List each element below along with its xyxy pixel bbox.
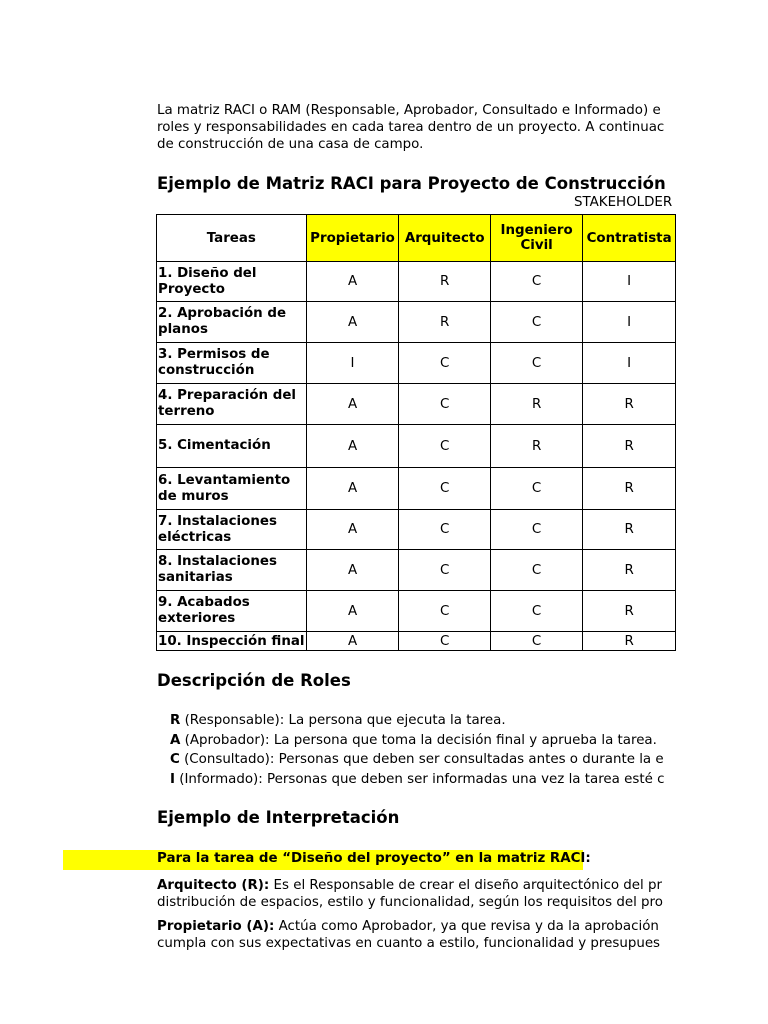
raci-cell: I	[583, 343, 676, 384]
raci-cell: R	[583, 468, 676, 510]
raci-cell: C	[399, 550, 491, 591]
paragraph-lead: Propietario (A):	[157, 919, 275, 934]
paragraph-lead: Arquitecto (R):	[157, 878, 270, 893]
raci-cell: I	[306, 343, 399, 384]
column-header-arquitecto: Arquitecto	[399, 215, 491, 262]
raci-cell: A	[306, 550, 399, 591]
table-row	[157, 591, 676, 632]
raci-cell: R	[583, 510, 676, 550]
roles-list	[170, 711, 664, 789]
raci-cell: A	[306, 591, 399, 632]
paragraph-text: Es el Responsable de crear el diseño arquitectónico del pr	[269, 878, 663, 893]
column-header-ingeniero-civil: Ingeniero Civil	[490, 215, 582, 262]
role-text: (Consultado): Personas que deben ser consultadas antes o durante la e	[179, 752, 664, 767]
task-cell: 9. Acabados exteriores	[157, 591, 307, 632]
raci-cell: C	[399, 384, 491, 425]
raci-cell: C	[490, 343, 582, 384]
interpretation-paragraph	[157, 877, 663, 911]
role-text: (Responsable): La persona que ejecuta la tarea.	[180, 713, 506, 728]
task-cell: 1. Diseño del Proyecto	[157, 262, 307, 302]
roles-heading: Descripción de Roles	[157, 671, 351, 690]
role-letter: A	[170, 732, 181, 748]
raci-cell: A	[306, 510, 399, 550]
task-cell: 4. Preparación del terreno	[157, 384, 307, 425]
task-cell: 6. Levantamiento de muros	[157, 468, 307, 510]
raci-cell: C	[399, 468, 491, 510]
raci-cell: R	[399, 262, 491, 302]
role-item	[170, 770, 664, 790]
role-item	[170, 750, 664, 770]
raci-cell: C	[490, 550, 582, 591]
raci-cell: C	[490, 302, 582, 343]
paragraph-text: Actúa como Aprobador, ya que revisa y da la aprobación	[274, 919, 659, 934]
raci-cell: A	[306, 425, 399, 468]
column-header-contratista: Contratista	[583, 215, 676, 262]
task-cell: 3. Permisos de construcción	[157, 343, 307, 384]
task-column-header: Tareas	[157, 215, 307, 262]
table-row	[157, 384, 676, 425]
raci-table	[156, 214, 676, 651]
paragraph-line	[157, 877, 663, 894]
raci-cell: R	[583, 384, 676, 425]
intro-line: roles y responsabilidades en cada tarea dentro de un proyecto. A continuac	[157, 120, 665, 135]
task-cell: 2. Aprobación de planos	[157, 302, 307, 343]
interpretation-heading: Ejemplo de Interpretación	[157, 808, 400, 827]
raci-cell: A	[306, 302, 399, 343]
table-row	[157, 262, 676, 302]
paragraph-line: distribución de espacios, estilo y funcionalidad, según los requisitos del pro	[157, 895, 663, 910]
page-title: Ejemplo de Matriz RACI para Proyecto de Construcción	[157, 174, 666, 193]
table-row	[157, 468, 676, 510]
role-letter: C	[170, 752, 180, 767]
raci-cell: C	[399, 343, 491, 384]
raci-cell: C	[399, 510, 491, 550]
table-row	[157, 632, 676, 651]
intro-line: La matriz RACI o RAM (Responsable, Aprobador, Consultado e Informado) e	[157, 103, 661, 118]
role-item	[170, 731, 664, 751]
role-letter: R	[170, 713, 181, 728]
highlighted-line: Para la tarea de “Diseño del proyecto” en la matriz RACI:	[157, 851, 591, 866]
paragraph-line	[157, 918, 660, 935]
table-row	[157, 550, 676, 591]
task-cell: 5. Cimentación	[157, 425, 307, 468]
raci-cell: R	[583, 425, 676, 468]
intro-line: de construcción de una casa de campo.	[157, 137, 424, 152]
column-header-propietario: Propietario	[306, 215, 399, 262]
role-item	[170, 711, 664, 731]
raci-cell: C	[490, 262, 582, 302]
raci-cell: R	[583, 591, 676, 632]
raci-cell: I	[583, 262, 676, 302]
raci-cell: C	[399, 632, 491, 651]
table-row	[157, 425, 676, 468]
raci-cell: A	[306, 384, 399, 425]
table-header-row	[157, 215, 676, 262]
intro-paragraph	[157, 102, 676, 153]
table-row	[157, 302, 676, 343]
table-row	[157, 343, 676, 384]
role-text: (Aprobador): La persona que toma la decisión final y aprueba la tarea.	[180, 732, 657, 748]
role-letter: I	[170, 771, 175, 787]
raci-cell: C	[490, 510, 582, 550]
raci-cell: R	[583, 632, 676, 651]
task-cell: 8. Instalaciones sanitarias	[157, 550, 307, 591]
raci-cell: R	[490, 425, 582, 468]
interpretation-paragraph	[157, 918, 660, 952]
raci-cell: A	[306, 262, 399, 302]
raci-cell: C	[399, 425, 491, 468]
stakeholders-label: STAKEHOLDER	[574, 195, 673, 210]
raci-cell: I	[583, 302, 676, 343]
raci-cell: A	[306, 468, 399, 510]
raci-cell: C	[490, 591, 582, 632]
paragraph-line: cumpla con sus expectativas en cuanto a estilo, funcionalidad y presupues	[157, 936, 661, 951]
raci-cell: R	[583, 550, 676, 591]
raci-cell: R	[490, 384, 582, 425]
raci-cell: C	[399, 591, 491, 632]
task-cell: 7. Instalaciones eléctricas	[157, 510, 307, 550]
role-text: (Informado): Personas que deben ser informadas una vez la tarea esté c	[174, 771, 665, 787]
task-cell: 10. Inspección final	[158, 633, 305, 649]
raci-cell: A	[306, 632, 399, 651]
raci-cell: R	[399, 302, 491, 343]
table-row	[157, 510, 676, 550]
raci-cell: C	[490, 632, 582, 651]
raci-cell: C	[490, 468, 582, 510]
